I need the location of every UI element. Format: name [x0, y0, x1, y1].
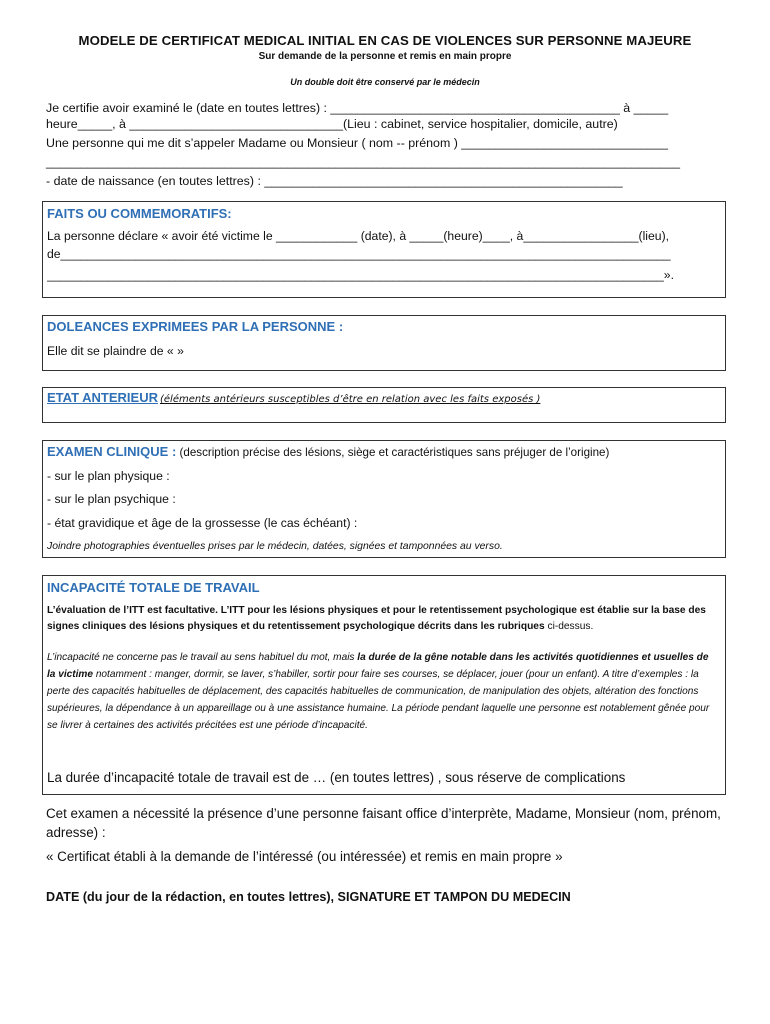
itt-title: INCAPACITÉ TOTALE DE TRAVAIL — [47, 580, 260, 595]
examen-note: Joindre photographies éventuelles prises par le médecin, datées, signées et tamponnées au verso. — [47, 541, 503, 552]
faits-line-1: La personne déclare « avoir été victime le ____________ (date), à _____(heure)____, à_________________(lieu), — [47, 229, 670, 243]
intro-line-name: Une personne qui me dit s’appeler Madame ou Monsieur ( nom -- prénom ) ______________________________ — [46, 136, 669, 150]
examen-section — [42, 440, 726, 558]
doleances-title: DOLEANCES EXPRIMEES PAR LA PERSONNE : — [47, 319, 344, 334]
examen-item-physique: - sur le plan physique : — [47, 469, 170, 483]
document-title: MODELE DE CERTIFICAT MEDICAL INITIAL EN CAS DE VIOLENCES SUR PERSONNE MAJEURE — [78, 33, 692, 48]
itt-bold-end: ci-dessus. — [544, 621, 594, 632]
doleances-text: Elle dit se plaindre de « » — [47, 344, 184, 358]
intro-line-blank: ____________________________________________________________________________________________ — [46, 155, 680, 169]
faits-title: FAITS OU COMMEMORATIFS: — [47, 206, 232, 221]
intro-line-date: Je certifie avoir examiné le (date en toutes lettres) : __________________________________________ à _____ — [46, 101, 669, 115]
itt-bold-text: L’évaluation de l’ITT est facultative. L’ITT pour les lésions physiques et pour le retentissement psychologique est établie sur la base des signes cliniques des lésions physiques et du retentissement psychologique décrits dans les rubriques — [47, 605, 706, 632]
signature-line: DATE (du jour de la rédaction, en toutes lettres), SIGNATURE ET TAMPON DU MEDECIN — [46, 890, 571, 904]
faits-line-2: de__________________________________________________________________________________________ — [47, 247, 671, 261]
etat-title — [47, 390, 540, 405]
doleances-section — [42, 315, 726, 371]
interpreter-text: Cet examen a nécessité la présence d’une personne faisant office d’interprète, Madame, Monsieur (nom, prénom, adresse) : — [46, 806, 721, 840]
itt-explanation-start: L’incapacité ne concerne pas le travail au sens habituel du mot, mais — [47, 652, 358, 663]
certificate-statement: « Certificat établi à la demande de l’intéressé (ou intéressée) et remis en main propre » — [46, 849, 563, 864]
document-note: Un double doit être conservé par le médecin — [290, 77, 480, 87]
examen-title-row — [47, 444, 609, 459]
faits-line-3: ___________________________________________________________________________________________». — [47, 268, 674, 282]
examen-title: EXAMEN CLINIQUE : — [47, 444, 177, 459]
itt-explanation-rest: notamment : manger, dormir, se laver, s’habiller, sortir pour faire ses courses, se déplacer, jouer (pour un enfant). A titre d’exemples : la perte des capacités habituelles de déplacement, des capacités habituelles de communication, de manipulation des objets, altération des fonctions supérieures, la dépendance à un appareillage ou à une assistance humaine. La période pendant laquelle une personne est notablement gênée pour se livrer à certaines des activités précitées est une période d’incapacité. — [47, 669, 710, 731]
itt-section — [42, 575, 726, 795]
etat-subtitle: (éléments antérieurs susceptibles d’être en relation avec les faits exposés ) — [159, 394, 541, 405]
document-subtitle: Sur demande de la personne et remis en main propre — [258, 51, 512, 62]
itt-duration: La durée d’incapacité totale de travail est de … (en toutes lettres) , sous réserve de complications — [47, 770, 626, 785]
intro-line-place: heure_____, à _______________________________(Lieu : cabinet, service hospitalier, domicile, autre) — [46, 117, 618, 131]
itt-explanation-bold: la durée de la gêne notable dans les activités quotidiennes et usuelles de la victime — [47, 652, 709, 680]
itt-bold-paragraph — [47, 603, 719, 635]
faits-section — [42, 201, 726, 298]
itt-explanation — [47, 649, 719, 734]
examen-description: (description précise des lésions, siège et caractéristiques sans préjuger de l’origine) — [176, 446, 610, 459]
intro-line-birthdate: - date de naissance (en toutes lettres) : ____________________________________________________ — [46, 174, 623, 188]
etat-section — [42, 387, 726, 423]
etat-title-label: ETAT ANTERIEUR — [47, 390, 158, 405]
examen-item-grossesse: - état gravidique et âge de la grossesse (le cas échéant) : — [47, 516, 358, 530]
examen-item-psychique: - sur le plan psychique : — [47, 492, 176, 506]
